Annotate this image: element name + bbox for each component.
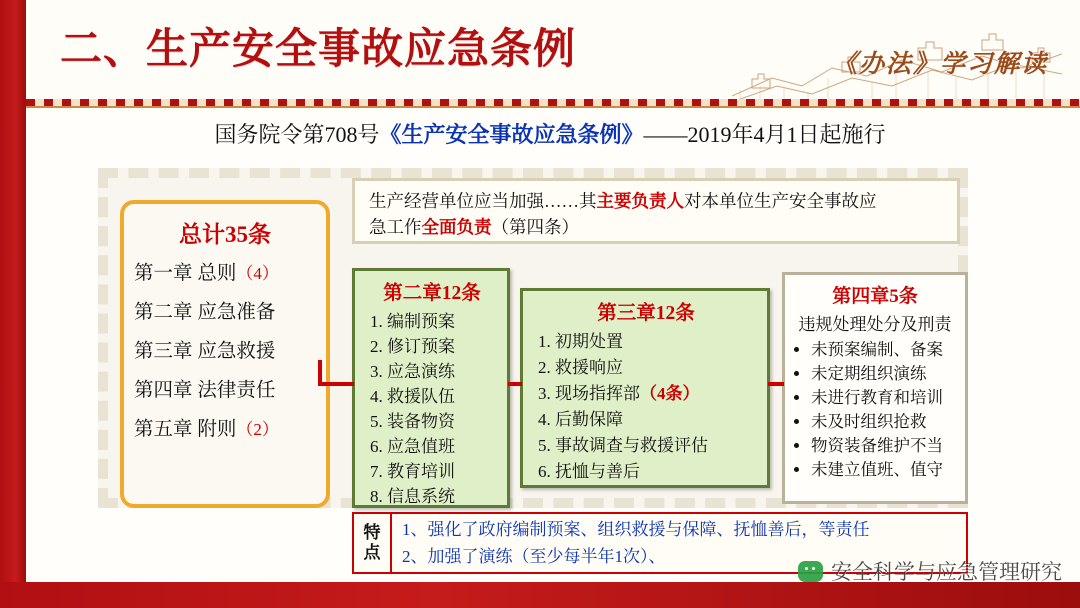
feature-tag-line1: 特 — [363, 523, 381, 542]
decree-dash: —— — [643, 122, 688, 147]
chapter-item-3-label: 第三章 应急救援 — [134, 341, 276, 362]
list-item: 2. 救援响应 — [555, 355, 761, 381]
chapter-item-2 — [134, 296, 326, 324]
list-item: • 未及时组织抢救 — [811, 410, 957, 434]
list-item-label: 现场指挥部 — [555, 384, 640, 403]
chapter2-list — [363, 309, 501, 509]
chapter-item-1-label: 第一章 总则 — [134, 263, 237, 284]
chapter4-subheading: 违规处理处分及刑责 — [798, 315, 952, 334]
notice-line1-highlight: 主要负责人 — [596, 191, 684, 211]
list-item-note: （4条） — [640, 384, 700, 403]
list-item: 5. 事故调查与救援评估 — [555, 433, 761, 459]
notice-line2-b: （第四条） — [491, 217, 579, 237]
slide-header — [26, 0, 1080, 100]
notice-box — [352, 178, 960, 244]
chapter-item-4 — [134, 374, 326, 402]
chapter3-heading: 第三章12条 — [597, 303, 695, 324]
connector-vertical — [318, 360, 322, 384]
decree-date: 2019年4月1日起施行 — [687, 122, 886, 147]
chapters-total: 总计35条 — [179, 222, 271, 247]
chapter4-panel — [782, 272, 968, 504]
feature-line-2: 2、加强了演练（至少每半年1次）、 — [402, 547, 666, 566]
list-item: 8. 信息系统 — [387, 484, 501, 509]
notice-line1-b: 对本单位生产安全事故应 — [684, 191, 877, 211]
feature-tag-line2: 点 — [363, 543, 381, 562]
list-item: 5. 装备物资 — [387, 409, 501, 434]
header-divider — [26, 99, 1080, 106]
connector-horizontal-right — [768, 382, 784, 386]
notice-line2-a: 急工作 — [369, 217, 422, 237]
feature-tag — [354, 514, 392, 572]
header-decoration — [732, 20, 1062, 92]
chapter-item-2-label: 第二章 应急准备 — [134, 302, 276, 323]
chapters-panel — [120, 200, 330, 508]
chapter-item-3 — [134, 335, 326, 363]
list-item: 1. 编制预案 — [387, 309, 501, 334]
list-item: 1. 初期处置 — [555, 329, 761, 355]
chapter-item-5-label: 第五章 附则 — [134, 419, 237, 440]
connector-horizontal-mid — [508, 382, 522, 386]
chapter-item-1-count: （4） — [236, 264, 279, 283]
watermark — [798, 556, 1062, 586]
wechat-icon — [798, 561, 823, 582]
header-subtitle: 《办法》学习解读 — [831, 51, 1048, 78]
notice-line1-a: 生产经营单位应当加强……其 — [369, 191, 597, 211]
list-item: • 未定期组织演练 — [811, 362, 957, 386]
connector-horizontal-left — [318, 382, 354, 386]
decree-doc-name: 《生产安全事故应急条例》 — [379, 122, 644, 147]
feature-line-1: 1、强化了政府编制预案、组织救援与保障、抚恤善后，等责任 — [402, 520, 870, 539]
list-item: • 未预案编制、备案 — [811, 338, 957, 362]
chapter-item-5-count: （2） — [236, 420, 279, 439]
list-item: 6. 应急值班 — [387, 434, 501, 459]
chapter4-heading: 第四章5条 — [832, 286, 918, 307]
left-red-spine — [0, 0, 26, 608]
chapter3-panel — [520, 288, 770, 488]
chapter-item-5 — [134, 413, 326, 441]
decree-prefix: 国务院令第708号 — [214, 122, 380, 147]
chapter2-panel — [352, 268, 510, 508]
decree-line — [190, 118, 910, 149]
header-divider-thin — [26, 106, 1080, 108]
list-item: • 未进行教育和培训 — [811, 386, 957, 410]
page-title: 二、生产安全事故应急条例 — [60, 27, 577, 73]
list-item: 7. 教育培训 — [387, 459, 501, 484]
watermark-text: 安全科学与应急管理研究 — [831, 560, 1062, 584]
list-item: 2. 修订预案 — [387, 334, 501, 359]
chapter-item-4-label: 第四章 法律责任 — [134, 380, 276, 401]
list-item — [555, 381, 761, 407]
list-item: • 未建立值班、值守 — [811, 458, 957, 482]
chapter4-list — [793, 338, 957, 482]
chapter3-list — [531, 329, 761, 485]
list-item: 3. 应急演练 — [387, 359, 501, 384]
notice-line2-highlight: 全面负责 — [421, 217, 492, 237]
list-item: 4. 后勤保障 — [555, 407, 761, 433]
chapter2-heading: 第二章12条 — [383, 283, 481, 304]
list-item: 6. 抚恤与善后 — [555, 459, 761, 485]
chapter-item-1 — [134, 257, 326, 285]
list-item: 4. 救援队伍 — [387, 384, 501, 409]
list-item: • 物资装备维护不当 — [811, 434, 957, 458]
